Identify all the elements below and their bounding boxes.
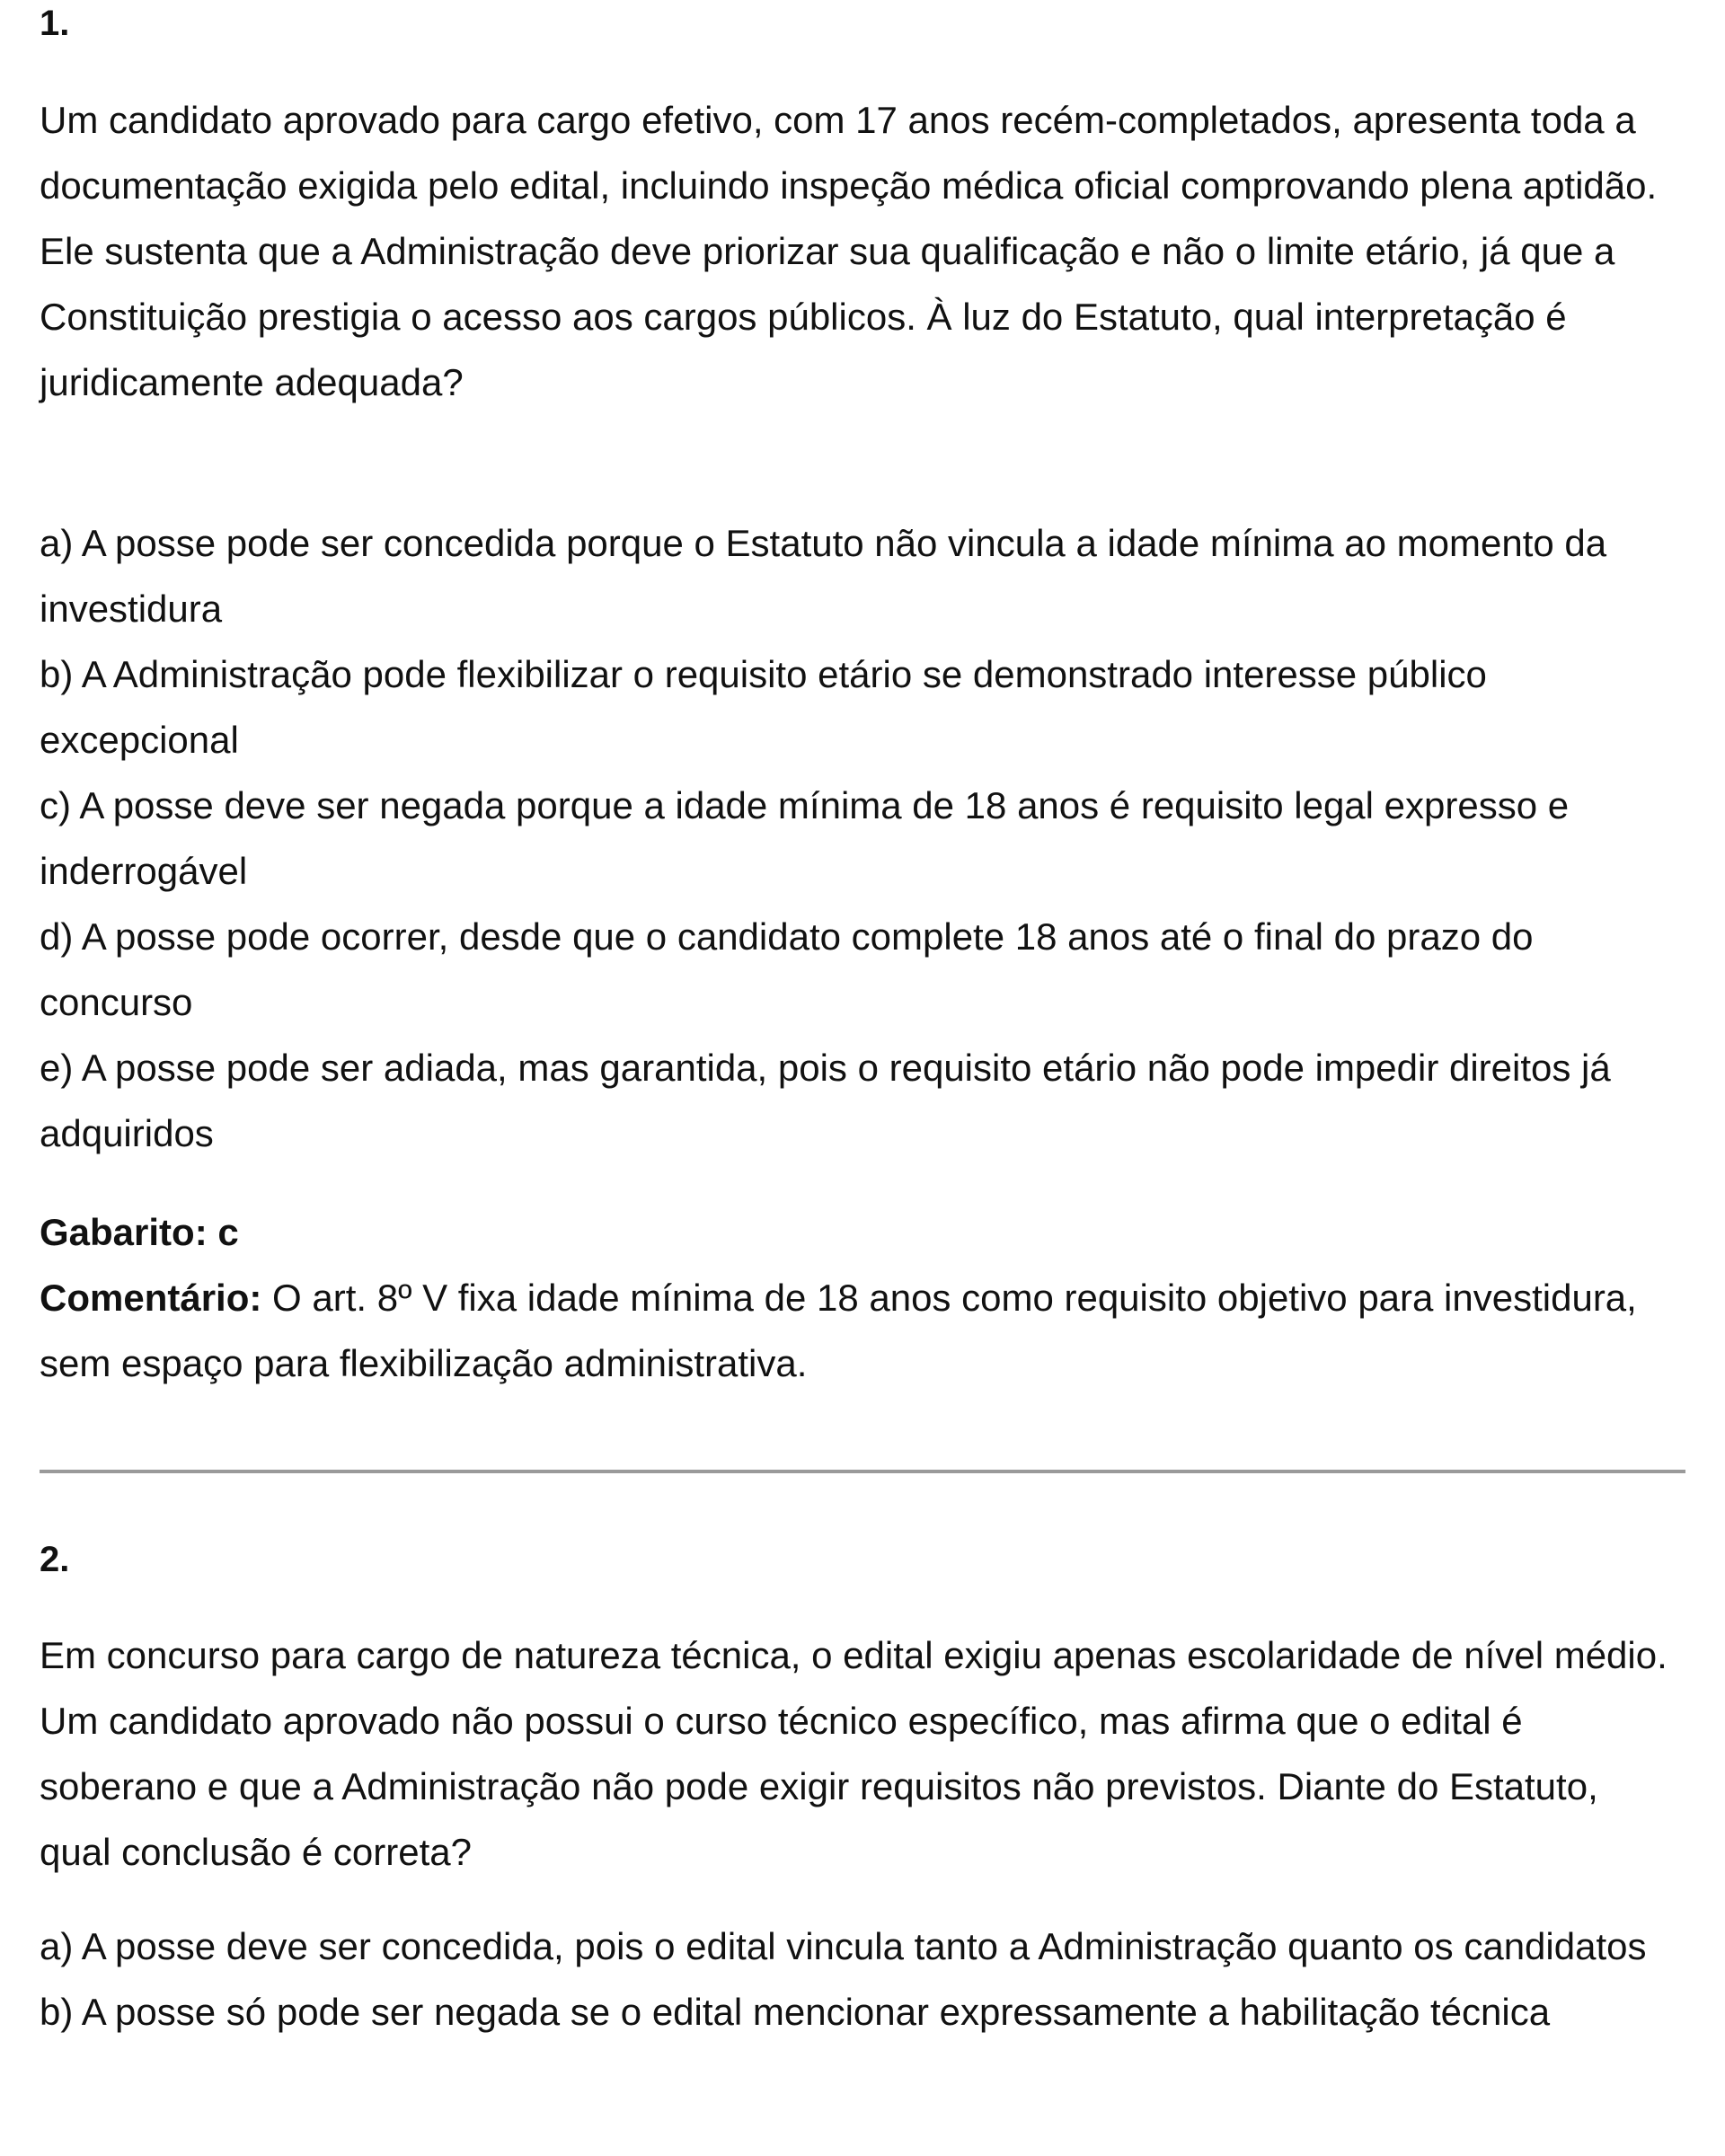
question-1-option-b: b) A Administração pode flexibilizar o requisito etário se demonstrado interesse público excepcional <box>40 653 1487 761</box>
question-1-option-e: e) A posse pode ser adiada, mas garantida, pois o requisito etário não pode impedir direitos já adquiridos <box>40 1047 1611 1154</box>
question-2-number: 2. <box>40 1540 70 1579</box>
question-2-option-a: a) A posse deve ser concedida, pois o edital vincula tanto a Administração quanto os candidatos <box>40 1925 1647 1967</box>
comment-text: O art. 8º V fixa idade mínima de 18 anos como requisito objetivo para investidura, sem espaço para flexibilização administrativa. <box>40 1277 1637 1384</box>
question-1-stem: Um candidato aprovado para cargo efetivo, com 17 anos recém-completados, apresenta toda a documentação exigida pelo edital, incluindo inspeção médica oficial comprovando plena aptidão. Ele sustenta que a Administração deve priorizar sua qualificação e não o limite etário, já que a Constituição prestigia o acesso aos cargos públicos. À luz do Estatuto, qual interpretação é juridicamente adequada? <box>40 99 1658 403</box>
question-2-options <box>40 1913 1675 2045</box>
question-2-option-b: b) A posse só pode ser negada se o edital mencionar expressamente a habilitação técnica <box>40 1991 1551 2033</box>
comment-label: Comentário: <box>40 1277 262 1319</box>
question-1-option-a: a) A posse pode ser concedida porque o Estatuto não vincula a idade mínima ao momento da investidura <box>40 522 1607 630</box>
question-1-option-c: c) A posse deve ser negada porque a idade mínima de 18 anos é requisito legal expresso e inderrogável <box>40 784 1570 892</box>
question-2-stem: Em concurso para cargo de natureza técnica, o edital exigiu apenas escolaridade de nível médio. Um candidato aprovado não possui o curso técnico específico, mas afirma que o edital é soberano e que a Administração não pode exigir requisitos não previstos. Diante do Estatuto, qual conclusão é correta? <box>40 1634 1668 1873</box>
question-1-comment <box>40 1265 1675 1396</box>
question-1-option-d: d) A posse pode ocorrer, desde que o candidato complete 18 anos até o final do prazo do concurso <box>40 915 1534 1023</box>
question-1-answer-key: Gabarito: c <box>40 1211 239 1253</box>
section-divider <box>40 1470 1685 1473</box>
question-1-number: 1. <box>40 4 70 43</box>
question-1-options <box>40 510 1675 1166</box>
